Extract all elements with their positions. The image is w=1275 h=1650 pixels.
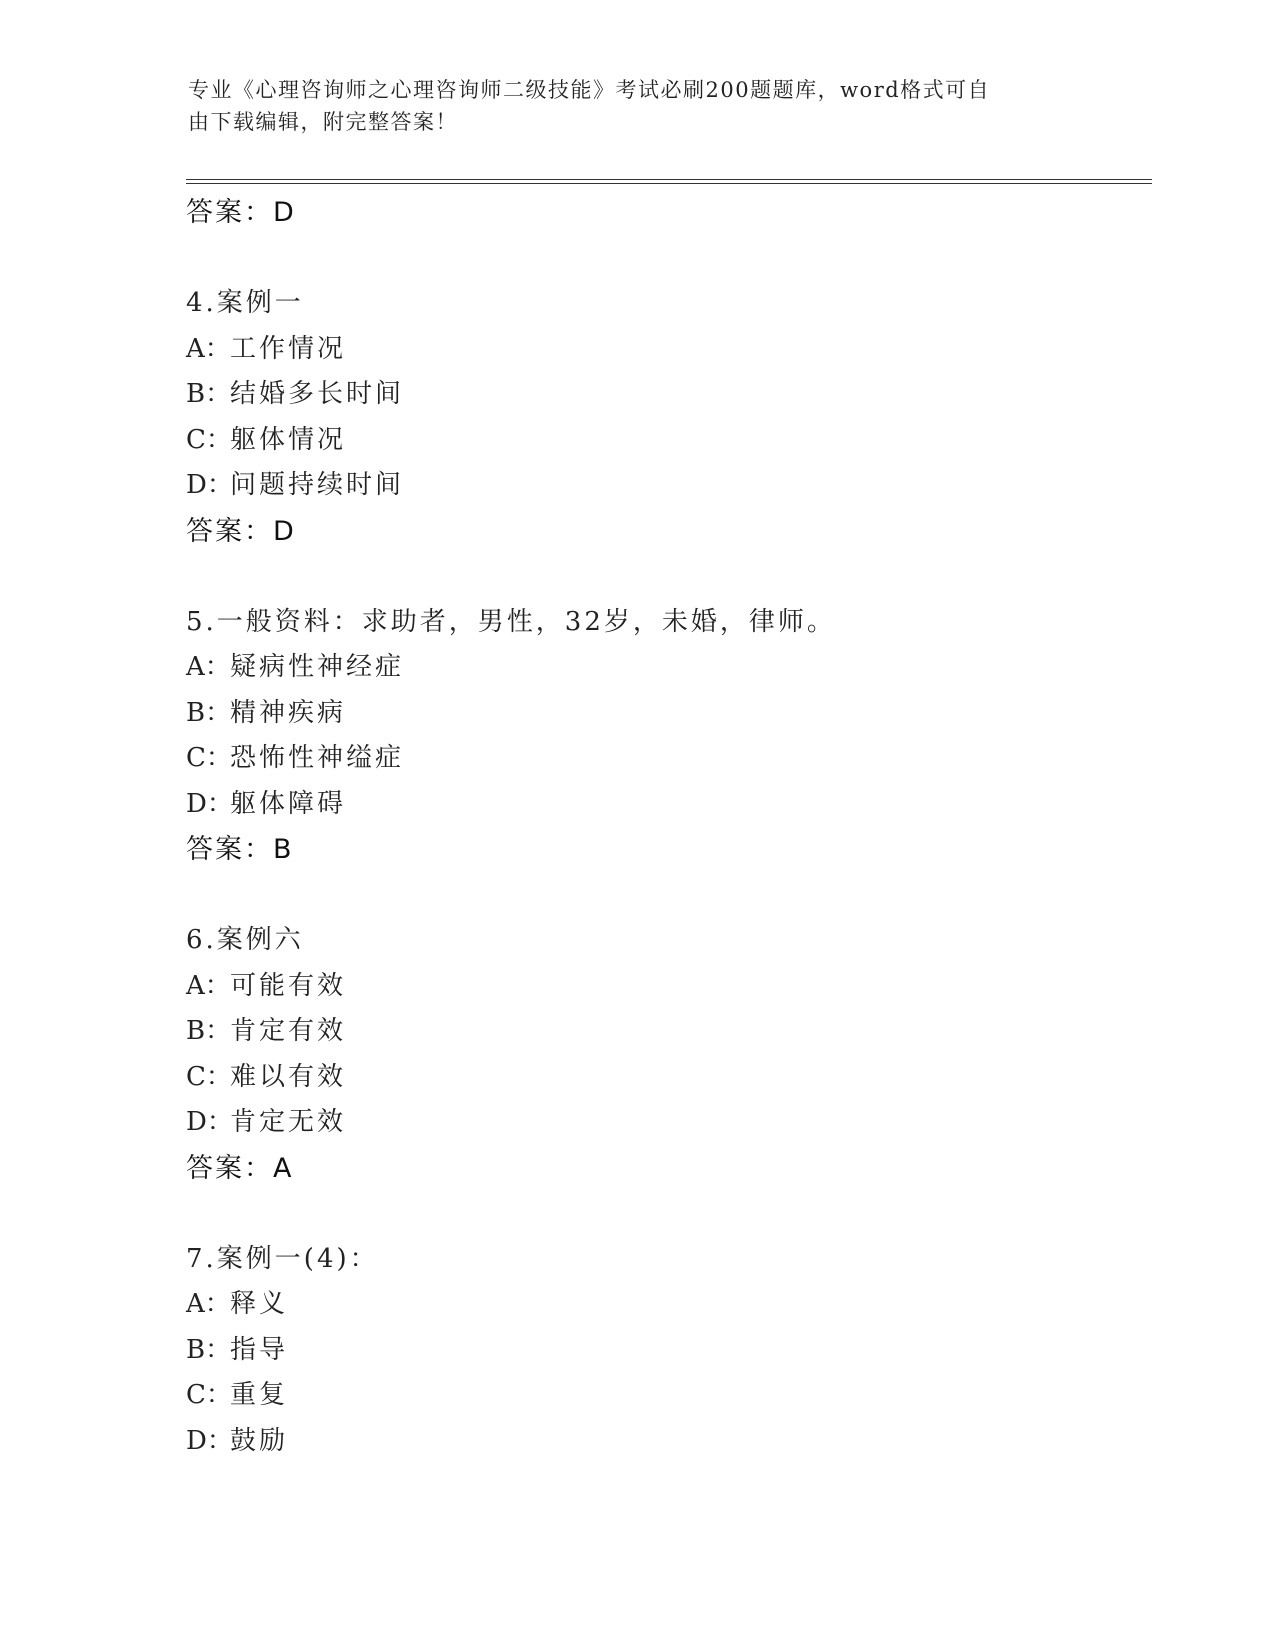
- answer-prefix: 答案：: [186, 515, 273, 547]
- option-a: [186, 964, 1146, 1010]
- option-b: [186, 1328, 1146, 1374]
- option-a: [186, 645, 1146, 691]
- option-text: 指导: [230, 1334, 289, 1365]
- option-text: 恐怖性神缢症: [230, 743, 405, 773]
- option-text: 工作情况: [230, 333, 347, 364]
- option-label: A：: [186, 1289, 231, 1319]
- option-b: [186, 1009, 1146, 1055]
- option-label: A：: [186, 970, 231, 1001]
- option-label: D：: [186, 470, 233, 500]
- option-d: [186, 463, 1146, 509]
- spacer: [186, 236, 1146, 282]
- option-label: C：: [186, 424, 232, 455]
- option-text: 肯定有效: [230, 1016, 347, 1046]
- option-label: B：: [186, 379, 232, 409]
- option-b: [186, 691, 1146, 737]
- question-list: [186, 190, 1146, 1464]
- option-label: B：: [186, 697, 232, 728]
- option-label: A：: [186, 333, 231, 364]
- option-label: B：: [186, 1016, 232, 1046]
- answer-prefix: 答案：: [186, 834, 273, 865]
- option-text: 躯体情况: [230, 424, 347, 455]
- option-text: 重复: [230, 1380, 289, 1410]
- header-divider: [186, 179, 1152, 184]
- option-label: C：: [186, 1061, 232, 1092]
- answer-value: D: [273, 197, 296, 228]
- option-text: 可能有效: [230, 970, 347, 1001]
- option-text: 精神疾病: [230, 697, 347, 728]
- option-text: 结婚多长时间: [230, 379, 405, 409]
- answer-value: A: [273, 1152, 294, 1184]
- header-line-1: 专业《心理咨询师之心理咨询师二级技能》考试必刷200题题库，word格式可自: [188, 78, 991, 102]
- option-text: 难以有效: [230, 1061, 347, 1092]
- option-b: [186, 372, 1146, 418]
- option-a: [186, 1282, 1146, 1328]
- option-label: D：: [186, 1107, 233, 1137]
- spacer: [186, 554, 1146, 600]
- option-label: C：: [186, 743, 232, 773]
- question-stem: 4.案例一: [186, 288, 304, 318]
- spacer: [186, 1191, 1146, 1237]
- option-c: [186, 736, 1146, 782]
- option-label: D：: [186, 788, 233, 819]
- option-d: [186, 1419, 1146, 1465]
- option-d: [186, 782, 1146, 828]
- answer-line: [186, 1146, 1146, 1192]
- question-stem: 7.案例一(4)：: [186, 1243, 379, 1274]
- option-c: [186, 1055, 1146, 1101]
- document-header: [188, 74, 1068, 138]
- header-line-2: 由下载编辑，附完整答案！: [188, 110, 458, 134]
- question-stem: 6.案例六: [186, 925, 304, 955]
- question-stem: 5.一般资料：求助者，男性，32岁，未婚，律师。: [186, 606, 836, 637]
- answer-line: [186, 827, 1146, 873]
- option-text: 肯定无效: [230, 1107, 347, 1137]
- spacer: [186, 873, 1146, 919]
- answer-prefix: 答案：: [186, 197, 273, 228]
- option-text: 鼓励: [230, 1425, 289, 1456]
- option-label: A：: [186, 652, 231, 682]
- option-label: B：: [186, 1334, 232, 1365]
- answer-value: B: [273, 834, 294, 865]
- option-label: D：: [186, 1425, 233, 1456]
- option-d: [186, 1100, 1146, 1146]
- answer-line: [186, 190, 1146, 236]
- option-text: 躯体障碍: [230, 788, 347, 819]
- answer-line: [186, 509, 1146, 555]
- option-a: [186, 327, 1146, 373]
- answer-prefix: 答案：: [186, 1152, 273, 1184]
- option-text: 问题持续时间: [230, 470, 405, 500]
- option-c: [186, 418, 1146, 464]
- option-c: [186, 1373, 1146, 1419]
- option-text: 疑病性神经症: [230, 652, 405, 682]
- option-text: 释义: [230, 1289, 289, 1319]
- option-label: C：: [186, 1380, 232, 1410]
- answer-value: D: [273, 515, 296, 547]
